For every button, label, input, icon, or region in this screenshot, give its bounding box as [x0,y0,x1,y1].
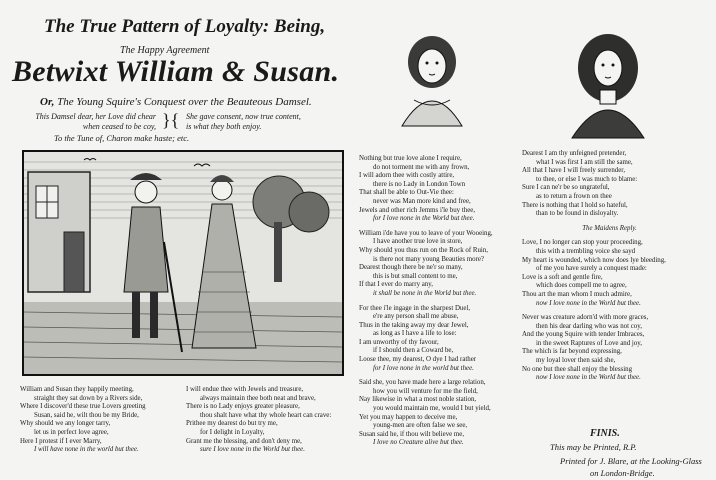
verse-line: I will endue thee with Jewels and treasure, [186,386,304,393]
verse-line: Dearest though there be ne'r so many, [359,264,463,272]
tune-name: Charon [106,133,133,143]
tune-suffix: make haste; etc. [134,133,190,143]
verse-line: No one but thee shall enjoy the blessing [522,365,633,373]
verse-left-line2: when ceased to be coy, [82,122,156,131]
verse-line: And the young Squire with tender Imbraces, [522,331,645,339]
verse-line: straight they sat down by a Rivers side, [34,394,143,402]
verse-line: for I delight in Loyalty, [200,428,265,436]
finis-label: FINIS. [590,428,620,439]
verse-line: as to return a frown on thee [536,192,612,200]
alt-title-text: The Young Squire's Conquest over the Beauteous Damsel. [57,96,312,108]
reply-heading: The Maidens Reply. [582,224,637,232]
verse-line: this is but small content to me, [373,272,458,280]
verse-line: how you will venture for me the field, [373,387,478,395]
verse-line: Dearest I am thy unfeigned pretender, [522,150,627,157]
refrain-line: I love no Creature alive but thee. [373,439,464,447]
verse-line: then his dear darling who was not coy, [536,322,642,330]
alt-title-or: Or, [40,96,55,108]
refrain-line: sure I love none in the World but thee. [200,446,305,454]
verse-right-line1: She gave consent, now true content, [186,112,301,121]
tune-line [54,133,189,143]
verse-line: let us in perfect love agree, [34,428,109,436]
verse-line: is there not many young Beauties more? [373,255,484,263]
stanza-column-3 [359,155,517,448]
licence-line: This may be Printed, R.P. [550,442,637,452]
woman-portrait-icon [394,30,470,130]
verse-line: I am unworthy of thy favour, [359,338,439,346]
verse-line: Thou art the man whom I much admire, [522,290,632,298]
verse-line: That shall be able to Out-Vie thee: [359,189,454,197]
verse-line: young-men are often false we see, [373,422,468,430]
verse-line: Susan said he, if thou wilt believe me, [359,430,465,438]
verse-line: thou shalt have what thy whole heart can crave: [200,411,332,419]
verse-line: All that I have I will freely surrender, [522,167,626,175]
verse-line: e're any person shall me abuse, [373,313,459,321]
man-portrait-icon [568,30,648,140]
verse-line: do not torment me with any frown, [373,163,470,171]
verse-line: than to be found in disloyalty. [536,210,619,218]
verse-line: Why should you thus run on the Rock of Ruin, [359,246,489,254]
verse-line: Prithee my dearest do but try me, [186,420,278,428]
verse-line: Thus in the taking away my dear Jewel, [359,321,469,329]
ballad-main-title: Betwixt William & Susan. [12,55,340,88]
verse-line: to thee, or else I was much to blame: [536,175,638,183]
ballad-alt-title [40,96,312,108]
verse-line: I will adorn thee with costly attire, [359,172,455,180]
refrain-line: now I love none in the World but thee. [536,299,641,307]
refrain-line: for I love none in the world but thee. [373,364,474,372]
verse-summary-left [16,112,156,132]
stanza-column-4 [522,150,697,383]
verse-line: which does compell me to agree, [536,282,627,290]
verse-line: Said she, you have made here a large relation, [359,379,486,387]
verse-line: My heart is wounded, which now does lye bleeding, [522,256,666,264]
printer-location: on London-Bridge. [590,468,655,478]
verse-line: The which is far beyond expressing, [522,348,622,356]
verse-line: There is no Lady enjoys greater pleasure, [186,403,300,411]
printer-line: Printed for J. Blare, at the Looking-Glass [560,456,702,466]
verse-line: as long as I have a life to lose: [373,330,457,338]
refrain-line: now I love none in the World but thee. [536,374,641,382]
verse-line: Loose thee, my dearest, O dye I had rather [359,356,477,364]
verse-line: For thee i'le ingage in the sharpest Duel, [359,304,471,312]
verse-line: Jewels and other rich Jemms i'le buy thee, [359,206,476,214]
brace-icon: }{ [162,110,180,130]
stanza-2 [186,386,351,455]
verse-line: Here I protest if I ever Marry, [20,437,102,445]
refrain-line: I will have none in the world but thee. [34,446,139,454]
verse-line: If that I ever do marry any, [359,281,433,289]
verse-line: Nay likewise in what a most noble station, [359,396,477,404]
verse-line: always maintain thee both neat and brave, [200,394,316,402]
couple-woodcut-icon [22,150,344,376]
verse-line: There is nothing that I hold so hateful, [522,201,628,209]
verse-line: Sure I can ne'r be so ungrateful, [522,184,610,192]
verse-right-line2: is what they both enjoy. [186,122,262,131]
refrain-line: for I love none in the World but thee. [373,215,475,223]
verse-line: Grant me the blessing, and don't deny me, [186,437,302,445]
refrain-line: it shall be none in the World but thee. [373,289,477,297]
verse-line: Where I discover'd these true Lovers greeting [20,403,146,411]
ballad-subtitle: The Happy Agreement [120,45,210,56]
verse-line: Susan, said he, wilt thou be my Bride, [34,411,139,419]
verse-line: what I was first I am still the same, [536,158,633,166]
verse-line: if I should then a Coward be, [373,347,454,355]
verse-line: William i'de have you to leave of your Wooeing, [359,229,493,237]
verse-summary-right [186,112,356,132]
verse-line: Yet you may happen to deceive me, [359,413,458,421]
verse-line: there is no Lady in London Town [373,180,466,188]
verse-line: I have another true love in store, [373,238,463,246]
verse-line: of me you have surely a conquest made: [536,265,647,273]
verse-left-line1: This Damsel dear, her Love did chear [35,112,156,121]
verse-line: Love is a soft and gentle fire, [522,273,603,281]
verse-line: this with a trembling voice she sayd [536,247,636,255]
verse-line: Nothing but true love alone I require, [359,155,462,162]
stanza-1 [20,386,185,455]
verse-line: Love, I no longer can stop your proceeding, [522,239,643,247]
verse-line: in the sweet Raptures of Love and joy, [536,339,642,347]
ballad-title: The True Pattern of Loyalty: Being, [44,16,326,37]
verse-line: never was Man more kind and free, [373,197,471,205]
verse-line: you would maintain me, would I but yield, [373,405,491,413]
verse-line: Why should we any longer tarry, [20,420,111,428]
tune-prefix: To the Tune of, [54,133,105,143]
verse-line: William and Susan they happily meeting, [20,386,134,393]
verse-line: Never was creature adorn'd with more graces, [522,314,649,322]
verse-line: my loyal lover then said she, [536,357,616,365]
